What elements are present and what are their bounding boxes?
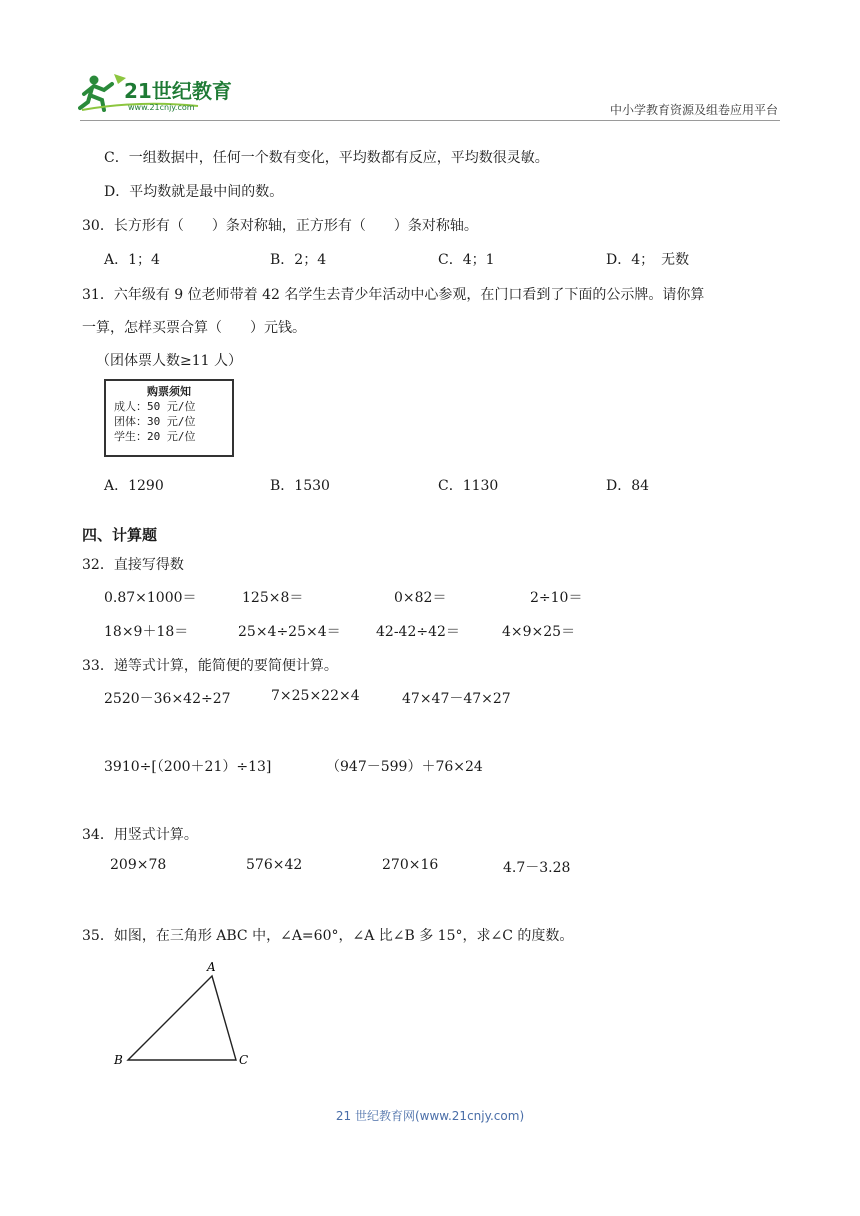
q32-item: 18×9＋18＝ — [104, 624, 189, 640]
vertex-label-b: B — [114, 1053, 123, 1067]
q30-stem: 30．长方形有（ ）条对称轴，正方形有（ ）条对称轴。 — [82, 218, 478, 234]
logo-url: www.21cnjy.com — [128, 103, 195, 112]
q31-stem-line2: 一算，怎样买票合算（ ）元钱。 — [82, 320, 306, 336]
q30-option-c: C．4；1 — [438, 252, 495, 268]
triangle-abc — [128, 976, 236, 1060]
logo-wordmark: 21世纪教育 — [124, 79, 232, 103]
q32-item: 42-42÷42＝ — [376, 624, 460, 640]
ticket-notice-board — [104, 379, 234, 457]
q32-stem: 32．直接写得数 — [82, 557, 184, 573]
q33-stem: 33．递等式计算，能简便的要简便计算。 — [82, 658, 338, 674]
q29-option-c: C．一组数据中，任何一个数有变化，平均数都有反应，平均数很灵敏。 — [104, 150, 549, 166]
q32-item: 25×4÷25×4＝ — [238, 624, 341, 640]
q31-option-a: A．1290 — [104, 478, 164, 494]
footer-link[interactable]: 21 世纪教育网(www.21cnjy.com) — [335, 1109, 525, 1123]
q31-option-d: D．84 — [606, 478, 650, 494]
triangle-abc-figure — [108, 958, 268, 1070]
q31-option-b: B．1530 — [270, 478, 330, 494]
q35-stem: 35．如图，在三角形 ABC 中，∠A=60°，∠A 比∠B 多 15°，求∠C 的度数。 — [82, 928, 574, 944]
notice-line-adult: 成人：50 元/位 — [114, 400, 196, 413]
section-title: 四、计算题 — [82, 526, 158, 544]
header-divider — [80, 120, 780, 121]
site-logo — [78, 70, 258, 116]
q32-item: 0×82＝ — [394, 590, 447, 606]
q31-stem-line1: 31．六年级有 9 位老师带着 42 名学生去青少年活动中心参观，在门口看到了下面的公示牌。请你算 — [82, 287, 705, 303]
q33-item: 7×25×22×4 — [271, 688, 360, 704]
q31-option-c: C．1130 — [438, 478, 499, 494]
q33-item: （947－599）＋76×24 — [326, 759, 483, 775]
q30-option-a: A．1；4 — [104, 252, 160, 268]
q33-item: 3910÷[（200＋21）÷13] — [104, 759, 272, 775]
q34-item: 270×16 — [382, 857, 439, 873]
q31-note: （团体票人数≥11 人） — [96, 353, 242, 369]
q32-item: 0.87×1000＝ — [104, 590, 197, 606]
q34-item: 576×42 — [246, 857, 303, 873]
vertex-label-a: A — [207, 960, 216, 974]
q32-item: 4×9×25＝ — [502, 624, 576, 640]
q29-option-d: D．平均数就是最中间的数。 — [104, 184, 284, 200]
q32-item: 125×8＝ — [242, 590, 304, 606]
q30-option-b: B．2；4 — [270, 252, 327, 268]
q32-item: 2÷10＝ — [530, 590, 583, 606]
q34-stem: 34．用竖式计算。 — [82, 827, 198, 843]
q30-option-d: D．4； 无数 — [606, 252, 690, 268]
platform-name: 中小学教育资源及组卷应用平台 — [609, 103, 778, 117]
notice-line-student: 学生：20 元/位 — [114, 430, 196, 443]
notice-line-group: 团体：30 元/位 — [114, 415, 196, 428]
q34-item: 209×78 — [110, 857, 167, 873]
vertex-label-c: C — [239, 1053, 249, 1067]
notice-title: 购票须知 — [147, 385, 191, 398]
q34-item: 4.7－3.28 — [503, 860, 571, 876]
q33-item: 47×47－47×27 — [402, 691, 511, 707]
q33-item: 2520－36×42÷27 — [104, 691, 231, 707]
